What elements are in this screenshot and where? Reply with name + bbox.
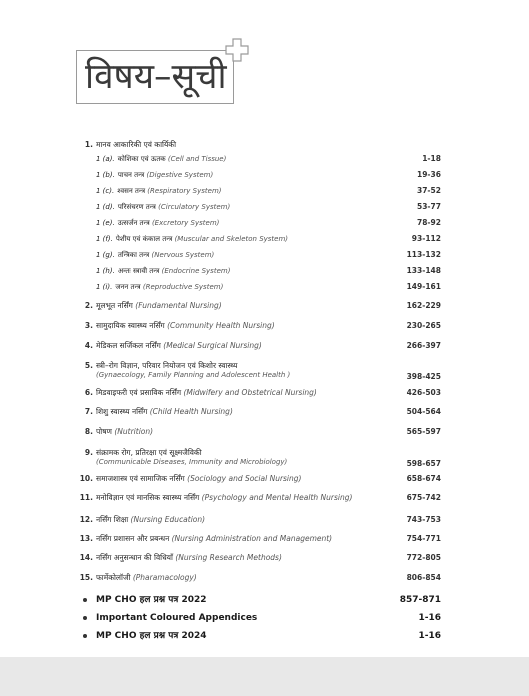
toc-item (0, 551, 529, 565)
toc-subitem (0, 200, 529, 214)
item-pages: 230-265 (406, 321, 441, 330)
item-title: मेडिकल सर्जिकल नर्सिंग (Medical Surgical Nursing) (96, 341, 262, 350)
item-title: फार्मेकोलॉजी (Pharamacology) (96, 573, 197, 582)
toc-subitem (0, 216, 529, 230)
item-title: पोषण (Nutrition) (96, 427, 154, 436)
extra-pages: 1-16 (418, 631, 441, 641)
item-number: 2. (84, 301, 93, 310)
item-pages: 398-425 (406, 372, 441, 381)
item-title: नर्सिंग शिक्षा (Nursing Education) (96, 515, 206, 524)
item-title: संक्रामक रोग, प्रतिरक्षा एवं सूक्ष्मजैविकी (96, 448, 202, 457)
item-title: स्त्री–रोग विज्ञान, परिवार नियोजन एवं किशोर स्वास्थ्य (96, 361, 238, 370)
subitem-title: 1 (h). अन्तः स्त्रावी तन्त्र (Endocrine System) (96, 267, 231, 275)
item-pages: 504-564 (406, 407, 441, 416)
item-title: नर्सिंग प्रशासन और प्रबन्धन (Nursing Administration and Management) (96, 534, 333, 543)
toc-item (0, 491, 529, 505)
toc-item (0, 425, 529, 439)
item-number: 6. (84, 388, 93, 397)
bullet-icon (83, 616, 87, 620)
subitem-pages: 149-161 (406, 282, 441, 291)
subitem-pages: 133-148 (406, 266, 441, 275)
extra-item (0, 628, 529, 644)
item-number: 11. (79, 493, 93, 502)
subitem-title: 1 (f). पेशीय एवं कंकाल तन्त्र (Muscular and Skeleton System) (96, 235, 289, 243)
bullet-icon (83, 634, 87, 638)
toc-item (0, 472, 529, 486)
item-title: मूलभूत नर्सिंग (Fundamental Nursing) (96, 301, 222, 310)
page-title: विषय–सूची (85, 57, 227, 97)
extra-title: MP CHO हल प्रश्न पत्र 2024 (96, 631, 207, 641)
item-pages: 806-854 (406, 573, 441, 582)
item-pages: 675-742 (406, 493, 441, 502)
item-pages: 743-753 (406, 515, 441, 524)
toc-subitem (0, 232, 529, 246)
footer-band (0, 657, 529, 696)
toc-item (0, 386, 529, 400)
toc-item (0, 319, 529, 333)
extra-item (0, 610, 529, 626)
plus-decoration-icon (224, 37, 250, 63)
bullet-icon (83, 598, 87, 602)
item-number: 7. (84, 407, 93, 416)
subitem-pages: 19-36 (417, 170, 441, 179)
toc-subitem (0, 168, 529, 182)
item-title: शिशु स्वास्थ्य नर्सिंग (Child Health Nursing) (96, 407, 233, 416)
item-title: मनोविज्ञान एवं मानसिक स्वास्थ्य नर्सिंग (Psychology and Mental Health Nursing) (96, 493, 353, 502)
toc-subitem (0, 280, 529, 294)
subitem-pages: 78-92 (417, 218, 441, 227)
subitem-pages: 113-132 (406, 250, 441, 259)
toc-item-continuation (0, 456, 529, 470)
item-number: 1. (84, 140, 93, 149)
extra-title: Important Coloured Appendices (96, 613, 258, 623)
toc-item (0, 513, 529, 527)
item-pages: 754-771 (406, 534, 441, 543)
toc-item (0, 532, 529, 546)
subitem-title: 1 (i). जनन तन्त्र (Reproductive System) (96, 283, 224, 291)
item-pages: 772-805 (406, 553, 441, 562)
item-pages: 266-397 (406, 341, 441, 350)
item-number: 12. (79, 515, 93, 524)
toc-item (0, 571, 529, 585)
item-number: 10. (79, 474, 93, 483)
item-pages: 426-503 (406, 388, 441, 397)
subitem-title: 1 (g). तन्त्रिका तन्त्र (Nervous System) (96, 251, 215, 259)
subitem-title: 1 (e). उत्सर्जन तन्त्र (Excretory System) (96, 219, 220, 227)
item-number: 13. (79, 534, 93, 543)
item-number: 5. (84, 361, 93, 370)
subitem-pages: 53-77 (417, 202, 441, 211)
subitem-title: 1 (c). श्वसन तन्त्र (Respiratory System) (96, 187, 222, 195)
item-pages: 162-229 (406, 301, 441, 310)
item-number: 8. (84, 427, 93, 436)
extra-pages: 1-16 (418, 613, 441, 623)
item-pages: 658-674 (406, 474, 441, 483)
item-title: नर्सिंग अनुसन्धान की विधियाँ (Nursing Research Methods) (96, 553, 282, 562)
toc-subitem (0, 184, 529, 198)
item-title: मानव आकारिकी एवं कार्यिकी (96, 140, 177, 149)
item-title: सामुदायिक स्वास्थ्य नर्सिंग (Community Health Nursing) (96, 321, 275, 330)
toc-subitem (0, 264, 529, 278)
toc-subitem (0, 152, 529, 166)
extra-title: MP CHO हल प्रश्न पत्र 2022 (96, 595, 207, 605)
toc-item (0, 299, 529, 313)
toc-item (0, 405, 529, 419)
item-title: मिडवाइफरी एवं प्रसाविक नर्सिंग (Midwifery and Obstetrical Nursing) (96, 388, 317, 397)
item-english-title: (Communicable Diseases, Immunity and Microbiology) (96, 458, 288, 466)
item-number: 9. (84, 448, 93, 457)
extra-pages: 857-871 (399, 595, 441, 605)
item-number: 14. (79, 553, 93, 562)
item-number: 15. (79, 573, 93, 582)
subitem-title: 1 (a). कोशिका एवं ऊतक (Cell and Tissue) (96, 155, 227, 163)
item-number: 3. (84, 321, 93, 330)
title-box (76, 50, 234, 104)
subitem-title: 1 (b). पाचन तन्त्र (Digestive System) (96, 171, 214, 179)
toc-item-continuation (0, 369, 529, 383)
extra-item (0, 592, 529, 608)
subitem-title: 1 (d). परिसंचरण तन्त्र (Circulatory System) (96, 203, 231, 211)
subitem-pages: 1-18 (422, 154, 441, 163)
item-english-title: (Gynaecology, Family Planning and Adolescent Health ) (96, 371, 291, 379)
item-pages: 598-657 (406, 459, 441, 468)
toc-item (0, 138, 529, 152)
toc-subitem (0, 248, 529, 262)
item-pages: 565-597 (406, 427, 441, 436)
subitem-pages: 93-112 (411, 234, 441, 243)
item-title: समाजशास्त्र एवं सामाजिक नर्सिंग (Sociology and Social Nursing) (96, 474, 302, 483)
toc-item (0, 339, 529, 353)
subitem-pages: 37-52 (417, 186, 441, 195)
item-number: 4. (84, 341, 93, 350)
